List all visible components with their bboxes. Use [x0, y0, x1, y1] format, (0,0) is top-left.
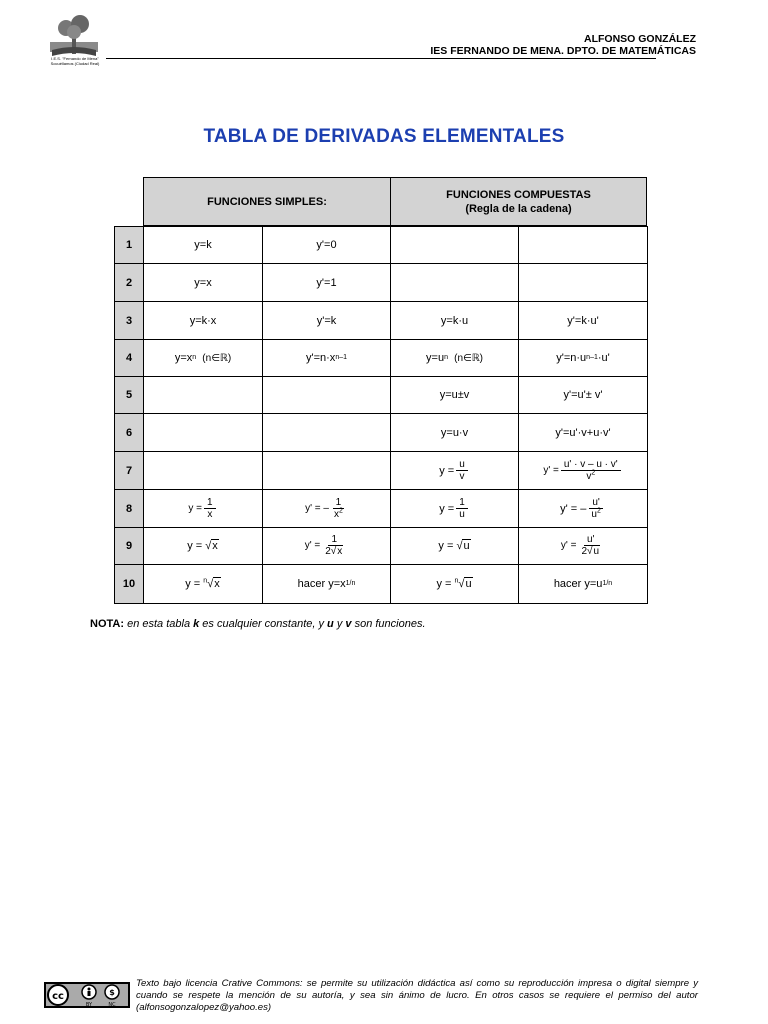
footnote — [90, 618, 426, 630]
svg-text:$: $ — [109, 988, 115, 997]
formula: y=k·x — [189, 314, 217, 327]
formula: y=u±v — [439, 389, 470, 401]
note-u: u — [327, 618, 334, 630]
table-cell — [262, 301, 391, 340]
formula: y=x — [194, 276, 212, 289]
badge-nc: NC — [108, 1002, 116, 1008]
formula: y'=0 — [316, 239, 337, 251]
den-text: 2 — [325, 546, 331, 558]
lhs: y = — [436, 578, 452, 590]
header-composite-functions — [390, 177, 647, 226]
svg-text:cc: cc — [52, 991, 64, 1002]
row-number — [114, 339, 144, 377]
table-cell — [262, 489, 391, 528]
table-cell: y=x n (n∈ℝ) — [143, 339, 263, 377]
fraction — [456, 497, 468, 520]
radical-sign: √ — [456, 540, 463, 552]
note-text: son funciones. — [351, 618, 426, 630]
den-text: x — [207, 509, 213, 520]
numerator: u — [456, 459, 468, 471]
numerator: 1 — [333, 497, 345, 509]
row-number — [114, 263, 144, 302]
table-cell — [262, 451, 391, 490]
formula: y'=1 — [316, 276, 337, 289]
row-number-label: 9 — [125, 540, 133, 552]
table-cell — [262, 376, 391, 414]
table-cell — [390, 489, 519, 528]
formula: y=k·u — [440, 314, 469, 327]
denominator — [583, 471, 598, 482]
table-cell — [143, 489, 263, 528]
radicand: x — [214, 578, 220, 590]
radicand: u — [463, 540, 470, 552]
formula: y'=u'·v+u·v' — [555, 426, 611, 439]
denominator — [456, 471, 467, 482]
fraction — [204, 497, 216, 520]
creative-commons-badge — [44, 982, 130, 1008]
table-cell — [143, 527, 263, 565]
page-title: TABLA DE DERIVADAS ELEMENTALES — [203, 126, 565, 147]
row-number-label: 6 — [125, 426, 133, 439]
lhs: y' = – — [305, 503, 329, 514]
table-cell — [262, 413, 391, 452]
row-number-label: 10 — [122, 578, 136, 590]
table-cell — [390, 527, 519, 565]
table-cell — [262, 527, 391, 565]
note-v: v — [345, 618, 352, 630]
formula: y'=k — [316, 314, 337, 327]
row-number — [114, 489, 144, 528]
den-text: u — [591, 509, 597, 520]
den-text: v — [459, 471, 465, 482]
lhs: y' = — [543, 465, 559, 476]
table-cell — [390, 263, 519, 302]
row-number — [114, 527, 144, 565]
radical-sign: √ — [458, 578, 465, 590]
radical-sign: √ — [207, 578, 214, 590]
row-number-label: 3 — [125, 314, 133, 327]
table-cell — [518, 226, 648, 264]
radicand: x — [212, 540, 218, 552]
table-cell — [143, 564, 263, 604]
den-text: v — [586, 471, 592, 482]
header-simple-label: FUNCIONES SIMPLES: — [207, 195, 327, 208]
table-cell — [518, 527, 648, 565]
table-cell — [262, 263, 391, 302]
den-text: u — [459, 509, 465, 520]
header-composite-label: FUNCIONES COMPUESTAS — [446, 188, 591, 201]
note-label: NOTA: — [90, 618, 125, 630]
den-text: 2 — [581, 546, 588, 558]
formula: y=u·v — [440, 426, 469, 439]
table-cell — [518, 301, 648, 340]
den-text: x — [333, 509, 339, 520]
numerator: u' — [584, 534, 597, 546]
denominator — [322, 546, 346, 557]
logo-caption: I.E.S. "Fernando de Mena" Socuéllamos (Ciudad Real) — [50, 56, 100, 66]
lhs: y' = – — [560, 502, 587, 515]
radical-sign: √ — [587, 546, 593, 558]
formula: hacer y=x — [297, 578, 346, 590]
note-k: k — [193, 618, 200, 630]
formula: y=u — [426, 352, 445, 364]
fraction — [456, 459, 468, 482]
table-cell — [390, 226, 519, 264]
lhs: y = — [185, 578, 201, 590]
formula: y'=n·u — [556, 352, 587, 364]
fraction — [331, 497, 346, 520]
exponent: 2 — [338, 507, 343, 515]
radicand: u — [593, 546, 600, 558]
radical — [454, 578, 472, 590]
row-number-label: 7 — [125, 464, 133, 477]
radical — [203, 578, 220, 590]
formula: y'=n·x — [306, 352, 336, 364]
lhs: y = — [188, 503, 203, 514]
row-number — [114, 564, 144, 604]
table-cell — [262, 226, 391, 264]
row-number — [114, 376, 144, 414]
table-cell — [143, 301, 263, 340]
radical-sign: √ — [205, 540, 212, 552]
denominator — [331, 509, 346, 520]
radical — [331, 546, 344, 557]
row-number-label: 5 — [125, 389, 133, 401]
formula: ·u' — [597, 352, 610, 364]
page-header — [430, 33, 696, 57]
exponent: 2 — [596, 507, 601, 515]
table-cell — [143, 226, 263, 264]
fraction — [588, 497, 603, 520]
note-text: es cualquier constante, y — [199, 618, 328, 630]
table-cell: y'=n·u n–1 ·u' — [518, 339, 648, 377]
lhs: y = — [439, 464, 455, 477]
lhs: y = — [187, 540, 203, 552]
table-cell — [518, 451, 648, 490]
exponent: 2 — [591, 469, 596, 477]
table-cell: y'=n·x n–1 — [262, 339, 391, 377]
radicand: x — [337, 546, 343, 558]
header-divider — [106, 58, 656, 59]
table-cell — [390, 376, 519, 414]
row-number-label: 2 — [125, 276, 133, 289]
lhs: y' = — [560, 540, 577, 552]
fraction — [561, 459, 621, 482]
table-cell — [143, 413, 263, 452]
table-cell — [518, 376, 648, 414]
denominator — [588, 509, 603, 520]
row-number — [114, 413, 144, 452]
numerator: 1 — [328, 534, 340, 546]
table-cell — [390, 451, 519, 490]
institution-name: IES FERNANDO DE MENA. DPTO. DE MATEMÁTICAS — [430, 45, 696, 57]
denominator — [204, 509, 215, 520]
table-cell — [390, 564, 519, 604]
row-number — [114, 226, 144, 264]
row-number-label: 4 — [125, 352, 133, 364]
table-cell — [518, 263, 648, 302]
license-text: Texto bajo licencia Crative Commons: se permite su utilización didáctica así como su reproducción impresa o digital siempre y cuando se respete la mención de su autoría, y sea sin ánimo de lucro. En otros casos se requiere el permiso del autor (alfonsogonzalopez@yahoo.es) — [136, 978, 698, 1013]
radical — [205, 540, 219, 552]
header-simple-functions — [143, 177, 391, 226]
condition: (n∈ℝ) — [454, 352, 483, 364]
table-cell — [518, 413, 648, 452]
lhs: y = — [438, 540, 454, 552]
denominator — [456, 509, 468, 520]
table-cell: hacer y=x 1/n — [262, 564, 391, 604]
radicand: u — [465, 578, 472, 590]
radical-index: n — [203, 577, 208, 585]
badge-by: BY — [85, 1002, 93, 1008]
table-cell — [143, 376, 263, 414]
denominator — [578, 546, 603, 557]
row-number — [114, 301, 144, 340]
formula: y'=u'± v' — [563, 389, 603, 401]
radical — [587, 546, 600, 557]
numerator: u' — [589, 497, 602, 509]
table-cell: y=u n (n∈ℝ) — [390, 339, 519, 377]
formula: hacer y=u — [553, 578, 603, 590]
numerator: 1 — [204, 497, 216, 509]
lhs: y = — [439, 502, 455, 515]
formula: y'=k·u' — [567, 314, 599, 327]
row-number — [114, 451, 144, 490]
table-cell — [143, 451, 263, 490]
table-cell — [143, 263, 263, 302]
header-composite-sublabel: (Regla de la cadena) — [465, 202, 572, 215]
row-number-label: 1 — [125, 239, 133, 251]
radical-sign: √ — [330, 546, 337, 558]
note-text: en esta tabla — [124, 618, 194, 630]
table-cell — [390, 301, 519, 340]
author-name: ALFONSO GONZÁLEZ — [584, 33, 696, 45]
table-cell — [390, 413, 519, 452]
radical-index: n — [454, 577, 459, 585]
condition: (n∈ℝ) — [202, 352, 232, 364]
table-cell — [518, 489, 648, 528]
lhs: y' = — [304, 540, 321, 552]
radical — [456, 540, 470, 552]
fraction — [578, 534, 603, 557]
numerator: u' · v – u · v' — [561, 459, 621, 471]
formula: y=k — [194, 239, 212, 251]
numerator: 1 — [456, 497, 468, 509]
note-text: y — [333, 618, 346, 630]
formula: y=x — [174, 352, 193, 364]
fraction — [322, 534, 346, 557]
row-number-label: 8 — [125, 502, 133, 515]
table-cell: hacer y=u 1/n — [518, 564, 648, 604]
